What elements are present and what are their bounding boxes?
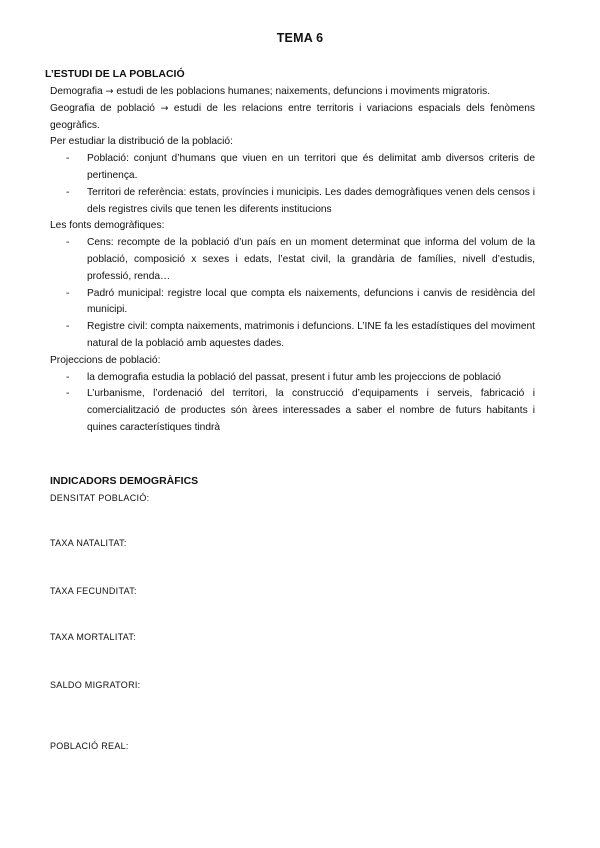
projections-label: Projeccions de població:: [50, 354, 161, 366]
definition-text: estudi de les poblacions humanes; naixements, defuncions i moviments migratoris.: [116, 86, 491, 97]
list-item-text: Padró municipal: registre local que compta els naixements, defuncions i canvis de residència del municipi.: [87, 287, 535, 316]
arrow-icon: →: [105, 86, 114, 97]
list-item-text: Població: conjunt d’humans que viuen en un territori que és delimitat amb diversos criteris de pertinença.: [87, 153, 535, 181]
arrow-icon: →: [160, 102, 169, 114]
indicator-fecunditat: TAXA FECUNDITAT:: [50, 586, 137, 596]
dash-bullet: -: [66, 388, 70, 400]
list-item: [50, 386, 535, 436]
list-item: [50, 286, 535, 320]
indicator-mortalitat: TAXA MORTALITAT:: [50, 632, 136, 642]
dash-bullet: -: [66, 186, 70, 198]
indicator-poblacio-real: POBLACIÓ REAL:: [50, 741, 129, 751]
dash-bullet: -: [66, 153, 70, 165]
page-title: TEMA 6: [276, 31, 324, 45]
definition-term: Geografia de població: [50, 102, 155, 114]
list-item-text: Registre civil: compta naixements, matrimonis i defuncions. L’INE fa les estadístiques del moviment natural de la població amb aquestes dades.: [87, 321, 535, 349]
list-item: [50, 319, 535, 353]
sources-label: Les fonts demogràfiques:: [50, 220, 165, 232]
section-heading-indicadors: INDICADORS DEMOGRÀFICS: [50, 475, 199, 487]
projections-list: [50, 370, 535, 437]
list-item: [50, 370, 535, 387]
definition-text: estudi de les relacions entre territoris i variacions espacials dels fenòmens geogràfics.: [50, 102, 535, 131]
dash-bullet: -: [66, 321, 70, 333]
list-item-text: Territori de referència: estats, províncies i municipis. Les dades demogràfiques venen dels censos i dels registres civils que tenen les diferents institucions: [87, 186, 535, 215]
definition-demografia: [50, 84, 535, 101]
definition-term: Demografia: [50, 86, 103, 97]
dash-bullet: -: [66, 237, 70, 249]
list-item-text: la demografia estudia la població del passat, present i futur amb les projeccions de població: [87, 371, 501, 383]
indicator-natalitat: TAXA NATALITAT:: [50, 538, 127, 548]
indicator-saldo-migratori: SALDO MIGRATORI:: [50, 680, 141, 690]
list-item: [50, 235, 535, 285]
list-item-text: L’urbanisme, l’ordenació del territori, la construcció d’equipaments i serveis, fabricació i comercialització de productes són àrees interessades a saber el nombre de futurs habitants i quines característiques tindrà: [87, 388, 535, 433]
dash-bullet: -: [66, 371, 70, 383]
dash-bullet: -: [66, 287, 70, 299]
sources-list: [50, 235, 535, 353]
list-item: [50, 151, 535, 185]
section-estudi-content: [50, 84, 535, 437]
section-heading-estudi-poblacio: L’ESTUDI DE LA POBLACIÓ: [45, 68, 185, 80]
list-item-text: Cens: recompte de la població d’un país en un moment determinat que informa del volum de la població, composició x sexes i edats, l’estat civil, la grandària de famílies, nivell d’estudis, professió, renda…: [87, 237, 535, 282]
list-item: [50, 185, 535, 219]
definition-geografia: [50, 101, 535, 135]
distribution-label: Per estudiar la distribució de la població:: [50, 136, 233, 148]
distribution-list: [50, 151, 535, 218]
indicator-densitat: DENSITAT POBLACIÓ:: [50, 493, 150, 503]
